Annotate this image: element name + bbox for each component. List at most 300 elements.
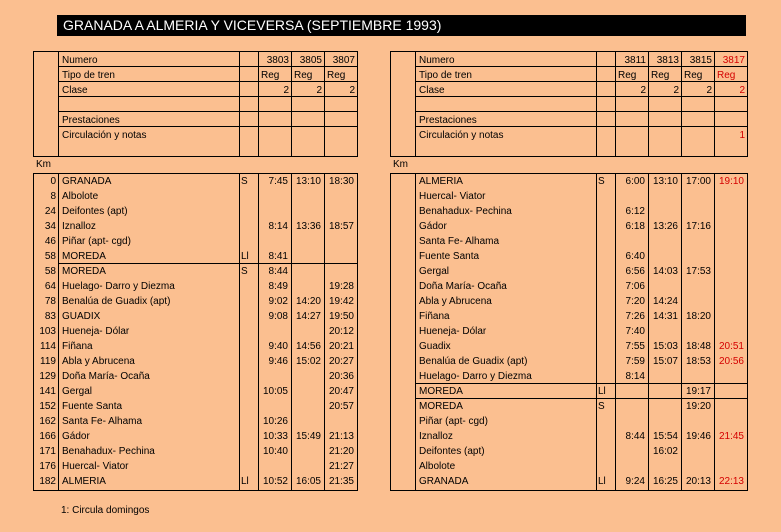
row-time: 16:05 bbox=[295, 476, 321, 487]
row-time bbox=[682, 249, 711, 264]
row-time bbox=[325, 264, 354, 279]
row-time bbox=[292, 444, 321, 459]
row-station: Abla y Abrucena bbox=[62, 356, 135, 367]
row-time: 10:05 bbox=[262, 386, 288, 397]
row-km bbox=[391, 309, 413, 324]
row-flag: S bbox=[598, 401, 605, 412]
row-km bbox=[391, 354, 413, 369]
row-time bbox=[616, 414, 645, 429]
grid-line bbox=[58, 173, 59, 490]
row-flag bbox=[241, 414, 255, 429]
row-time: 19:28 bbox=[328, 281, 354, 292]
header-label: Tipo de tren bbox=[419, 70, 472, 81]
row-station: GRANADA bbox=[62, 176, 112, 187]
row-station: ALMERIA bbox=[419, 176, 463, 187]
row-time: 20:12 bbox=[328, 326, 354, 337]
train-prest bbox=[715, 113, 745, 128]
row-time bbox=[649, 279, 678, 294]
train-prest bbox=[292, 113, 322, 128]
row-time: 17:16 bbox=[685, 221, 711, 232]
train-notes: 1 bbox=[739, 130, 745, 141]
row-station: Abla y Abrucena bbox=[419, 296, 492, 307]
row-km: 162 bbox=[39, 416, 56, 427]
row-km bbox=[391, 219, 413, 234]
header-label: Clase bbox=[62, 85, 88, 96]
train-number: 3817 bbox=[722, 55, 745, 66]
row-time bbox=[715, 189, 744, 204]
row-time: 17:00 bbox=[685, 176, 711, 187]
row-time bbox=[292, 204, 321, 219]
row-flag bbox=[598, 354, 612, 369]
row-km bbox=[391, 444, 413, 459]
row-station: Huelago- Darro y Diezma bbox=[419, 371, 532, 382]
row-time bbox=[649, 399, 678, 414]
row-flag bbox=[241, 339, 255, 354]
train-prest bbox=[682, 113, 712, 128]
row-time: 14:27 bbox=[295, 311, 321, 322]
row-time: 18:53 bbox=[685, 356, 711, 367]
train-number: 3807 bbox=[332, 55, 355, 66]
row-time: 10:52 bbox=[262, 476, 288, 487]
grid-line bbox=[390, 156, 748, 157]
row-flag bbox=[598, 249, 612, 264]
row-time: 21:20 bbox=[328, 446, 354, 457]
train-type: Reg bbox=[717, 70, 736, 81]
row-time: 15:54 bbox=[652, 431, 678, 442]
train-number: 3803 bbox=[266, 55, 289, 66]
row-station: Piñar (apt- cgd) bbox=[62, 236, 131, 247]
row-time bbox=[292, 369, 321, 384]
row-flag: S bbox=[241, 176, 248, 187]
row-time: 13:10 bbox=[652, 176, 678, 187]
grid-line bbox=[33, 156, 358, 157]
row-station: MOREDA bbox=[419, 386, 463, 397]
train-number: 3813 bbox=[656, 55, 679, 66]
row-time: 14:56 bbox=[295, 341, 321, 352]
row-time: 7:40 bbox=[625, 326, 645, 337]
row-time bbox=[325, 189, 354, 204]
row-flag bbox=[598, 309, 612, 324]
grid-line bbox=[747, 173, 748, 490]
row-station: Santa Fe- Alhama bbox=[62, 416, 143, 427]
row-km: 171 bbox=[39, 446, 56, 457]
row-km: 141 bbox=[39, 386, 56, 397]
train-type: Reg bbox=[327, 70, 346, 81]
row-flag bbox=[241, 459, 255, 474]
row-flag bbox=[241, 384, 255, 399]
row-time bbox=[325, 414, 354, 429]
row-time: 14:24 bbox=[652, 296, 678, 307]
header-label: Clase bbox=[419, 85, 445, 96]
row-time bbox=[259, 399, 288, 414]
train-notes bbox=[616, 128, 646, 143]
train-type: Reg bbox=[294, 70, 313, 81]
row-flag bbox=[598, 234, 612, 249]
grid-line bbox=[33, 51, 34, 156]
header-label: Tipo de tren bbox=[62, 70, 115, 81]
row-station: Gádor bbox=[419, 221, 447, 232]
row-km: 0 bbox=[50, 176, 56, 187]
row-station: GRANADA bbox=[419, 476, 469, 487]
row-flag bbox=[598, 429, 612, 444]
train-class: 2 bbox=[640, 85, 646, 96]
row-time: 10:40 bbox=[262, 446, 288, 457]
grid-line bbox=[357, 173, 358, 490]
row-time bbox=[616, 234, 645, 249]
km-header: Km bbox=[393, 159, 408, 170]
row-station: Fuente Santa bbox=[62, 401, 123, 412]
row-time: 18:48 bbox=[685, 341, 711, 352]
train-type: Reg bbox=[618, 70, 637, 81]
row-time bbox=[715, 204, 744, 219]
row-time: 6:12 bbox=[625, 206, 645, 217]
row-time: 8:14 bbox=[268, 221, 288, 232]
train-type: Reg bbox=[684, 70, 703, 81]
row-time: 15:49 bbox=[295, 431, 321, 442]
row-km: 103 bbox=[39, 326, 56, 337]
train-notes bbox=[682, 128, 712, 143]
row-time bbox=[682, 369, 711, 384]
row-time: 20:57 bbox=[328, 401, 354, 412]
row-station: Hueneja- Dólar bbox=[419, 326, 487, 337]
km-header: Km bbox=[36, 159, 51, 170]
row-time: 7:06 bbox=[625, 281, 645, 292]
row-km: 114 bbox=[40, 341, 56, 352]
row-flag bbox=[598, 414, 612, 429]
header-label: Numero bbox=[419, 55, 455, 66]
grid-line bbox=[390, 490, 748, 491]
row-station: Fiñana bbox=[419, 311, 450, 322]
row-flag bbox=[598, 189, 612, 204]
row-time: 19:42 bbox=[328, 296, 354, 307]
row-time: 21:45 bbox=[718, 431, 744, 442]
row-time: 10:33 bbox=[262, 431, 288, 442]
train-notes bbox=[325, 128, 355, 143]
row-flag bbox=[241, 444, 255, 459]
row-time bbox=[715, 414, 744, 429]
row-time: 7:59 bbox=[625, 356, 645, 367]
row-time bbox=[292, 249, 321, 264]
row-flag: S bbox=[241, 266, 248, 277]
row-flag bbox=[241, 204, 255, 219]
row-time bbox=[682, 279, 711, 294]
row-time: 19:50 bbox=[328, 311, 354, 322]
row-time: 18:20 bbox=[685, 311, 711, 322]
row-time: 20:51 bbox=[718, 341, 744, 352]
row-time: 8:41 bbox=[268, 251, 288, 262]
row-km bbox=[391, 264, 413, 279]
row-time: 21:27 bbox=[328, 461, 354, 472]
row-station: Benalúa de Guadix (apt) bbox=[419, 356, 528, 367]
row-station: MOREDA bbox=[62, 266, 106, 277]
train-notes bbox=[259, 128, 289, 143]
row-time bbox=[259, 189, 288, 204]
row-time bbox=[259, 459, 288, 474]
row-station: Gergal bbox=[419, 266, 450, 277]
row-time: 9:02 bbox=[268, 296, 288, 307]
header-label: Circulación y notas bbox=[62, 130, 147, 141]
row-time: 21:35 bbox=[328, 476, 354, 487]
row-time bbox=[682, 324, 711, 339]
row-time bbox=[715, 369, 744, 384]
row-time: 8:44 bbox=[625, 431, 645, 442]
train-number: 3805 bbox=[299, 55, 322, 66]
row-time: 20:36 bbox=[328, 371, 354, 382]
row-time: 15:03 bbox=[652, 341, 678, 352]
row-flag: Ll bbox=[241, 476, 249, 487]
row-time: 6:18 bbox=[625, 221, 645, 232]
row-flag: Ll bbox=[598, 386, 606, 397]
row-station: Deifontes (apt) bbox=[419, 446, 485, 457]
grid-line bbox=[390, 51, 748, 52]
row-km: 46 bbox=[44, 236, 56, 247]
row-time: 8:49 bbox=[268, 281, 288, 292]
row-km: 58 bbox=[44, 251, 56, 262]
train-prest bbox=[259, 113, 289, 128]
row-station: Huelago- Darro y Diezma bbox=[62, 281, 175, 292]
row-time: 10:26 bbox=[262, 416, 288, 427]
grid-line bbox=[239, 173, 240, 490]
train-class: 2 bbox=[673, 85, 679, 96]
row-km bbox=[391, 459, 413, 474]
row-station: MOREDA bbox=[62, 251, 106, 262]
row-station: Albolote bbox=[62, 191, 99, 202]
row-km bbox=[391, 234, 413, 249]
row-time bbox=[292, 384, 321, 399]
row-station: Santa Fe- Alhama bbox=[419, 236, 500, 247]
row-time: 19:10 bbox=[718, 176, 744, 187]
row-km bbox=[391, 339, 413, 354]
row-time: 16:02 bbox=[652, 446, 678, 457]
row-time: 18:57 bbox=[328, 221, 354, 232]
row-km bbox=[391, 204, 413, 219]
page-title: GRANADA A ALMERIA Y VICEVERSA (SEPTIEMBRE 1993) bbox=[57, 15, 746, 36]
row-time bbox=[259, 234, 288, 249]
row-km bbox=[391, 189, 413, 204]
row-time bbox=[616, 189, 645, 204]
train-number: 3811 bbox=[624, 55, 646, 66]
row-station: Benahadux- Pechina bbox=[419, 206, 512, 217]
row-km: 119 bbox=[40, 356, 56, 367]
row-time: 14:03 bbox=[652, 266, 678, 277]
row-km: 8 bbox=[50, 191, 56, 202]
row-flag bbox=[241, 189, 255, 204]
row-time: 6:56 bbox=[625, 266, 645, 277]
row-time: 9:08 bbox=[268, 311, 288, 322]
row-time: 9:24 bbox=[625, 476, 645, 487]
row-station: Iznalloz bbox=[62, 221, 96, 232]
row-km bbox=[391, 384, 413, 399]
row-time bbox=[649, 324, 678, 339]
row-time bbox=[649, 249, 678, 264]
train-type: Reg bbox=[261, 70, 280, 81]
grid-line bbox=[33, 490, 358, 491]
row-station: Piñar (apt- cgd) bbox=[419, 416, 488, 427]
row-station: Fuente Santa bbox=[419, 251, 480, 262]
train-class: 2 bbox=[283, 85, 289, 96]
row-time: 20:27 bbox=[328, 356, 354, 367]
grid-line bbox=[390, 51, 391, 156]
row-time bbox=[292, 279, 321, 294]
row-time bbox=[715, 264, 744, 279]
row-km bbox=[391, 399, 413, 414]
row-flag bbox=[241, 279, 255, 294]
row-time bbox=[682, 204, 711, 219]
row-time bbox=[682, 459, 711, 474]
header-label: Prestaciones bbox=[62, 115, 120, 126]
row-time bbox=[649, 384, 678, 399]
row-time: 14:20 bbox=[295, 296, 321, 307]
train-prest bbox=[616, 113, 646, 128]
row-time: 20:56 bbox=[718, 356, 744, 367]
row-km: 78 bbox=[44, 296, 56, 307]
row-km: 166 bbox=[39, 431, 56, 442]
row-time: 7:20 bbox=[625, 296, 645, 307]
row-flag bbox=[241, 309, 255, 324]
train-prest bbox=[325, 113, 355, 128]
row-km bbox=[391, 174, 413, 189]
row-time bbox=[715, 234, 744, 249]
row-time: 17:53 bbox=[685, 266, 711, 277]
row-km: 64 bbox=[44, 281, 56, 292]
row-time bbox=[616, 459, 645, 474]
row-time bbox=[325, 204, 354, 219]
row-station: GUADIX bbox=[62, 311, 101, 322]
row-station: Doña María- Ocaña bbox=[419, 281, 507, 292]
train-class: 2 bbox=[739, 85, 745, 96]
header-label: Circulación y notas bbox=[419, 130, 504, 141]
row-station: Fiñana bbox=[62, 341, 93, 352]
row-flag: Ll bbox=[241, 251, 249, 262]
train-notes bbox=[292, 128, 322, 143]
row-time: 7:45 bbox=[268, 176, 288, 187]
row-time bbox=[682, 189, 711, 204]
row-time: 6:40 bbox=[625, 251, 645, 262]
header-label: Numero bbox=[62, 55, 98, 66]
header-label bbox=[419, 98, 593, 113]
row-time bbox=[682, 414, 711, 429]
row-station: ALMERIA bbox=[62, 476, 106, 487]
row-time: 18:30 bbox=[328, 176, 354, 187]
row-time bbox=[715, 249, 744, 264]
row-time bbox=[682, 234, 711, 249]
row-time: 13:10 bbox=[295, 176, 321, 187]
row-time: 19:46 bbox=[685, 431, 711, 442]
row-time bbox=[715, 219, 744, 234]
row-time bbox=[682, 294, 711, 309]
row-time: 8:14 bbox=[625, 371, 645, 382]
row-km bbox=[391, 414, 413, 429]
row-station: MOREDA bbox=[419, 401, 463, 412]
row-station: Deifontes (apt) bbox=[62, 206, 128, 217]
row-flag: Ll bbox=[598, 476, 606, 487]
row-time bbox=[649, 189, 678, 204]
row-time bbox=[649, 234, 678, 249]
row-flag bbox=[241, 369, 255, 384]
row-time bbox=[715, 444, 744, 459]
row-time bbox=[715, 459, 744, 474]
row-km: 176 bbox=[39, 461, 56, 472]
row-time bbox=[292, 414, 321, 429]
row-time: 9:40 bbox=[268, 341, 288, 352]
row-flag bbox=[241, 234, 255, 249]
header-label bbox=[62, 98, 236, 113]
row-time: 9:46 bbox=[268, 356, 288, 367]
row-flag bbox=[598, 324, 612, 339]
row-time bbox=[649, 414, 678, 429]
row-station: Huercal- Viator bbox=[62, 461, 129, 472]
row-km bbox=[391, 429, 413, 444]
row-km: 34 bbox=[44, 221, 56, 232]
row-time bbox=[292, 399, 321, 414]
row-km bbox=[391, 474, 413, 489]
row-time: 8:44 bbox=[268, 266, 288, 277]
row-time: 20:13 bbox=[685, 476, 711, 487]
row-time bbox=[616, 399, 645, 414]
row-time: 14:31 bbox=[652, 311, 678, 322]
row-flag bbox=[598, 444, 612, 459]
row-flag: S bbox=[598, 176, 605, 187]
row-km bbox=[391, 294, 413, 309]
row-time: 13:36 bbox=[295, 221, 321, 232]
row-time bbox=[649, 204, 678, 219]
row-time bbox=[259, 204, 288, 219]
row-km bbox=[391, 324, 413, 339]
row-time bbox=[715, 279, 744, 294]
row-time: 20:21 bbox=[328, 341, 354, 352]
row-flag bbox=[598, 369, 612, 384]
row-time bbox=[325, 234, 354, 249]
row-km bbox=[391, 249, 413, 264]
train-class: 2 bbox=[316, 85, 322, 96]
row-time bbox=[259, 324, 288, 339]
row-time: 15:07 bbox=[652, 356, 678, 367]
row-km: 24 bbox=[44, 206, 56, 217]
row-flag bbox=[241, 399, 255, 414]
row-time bbox=[292, 324, 321, 339]
row-station: Gádor bbox=[62, 431, 90, 442]
row-time bbox=[325, 249, 354, 264]
row-km bbox=[391, 279, 413, 294]
row-station: Benahadux- Pechina bbox=[62, 446, 155, 457]
row-time bbox=[715, 324, 744, 339]
row-km: 152 bbox=[39, 401, 56, 412]
row-time bbox=[715, 399, 744, 414]
row-time bbox=[715, 294, 744, 309]
row-station: Huercal- Viator bbox=[419, 191, 486, 202]
row-time: 15:02 bbox=[295, 356, 321, 367]
row-flag bbox=[598, 294, 612, 309]
train-class: 2 bbox=[349, 85, 355, 96]
row-time bbox=[682, 444, 711, 459]
train-prest bbox=[649, 113, 679, 128]
row-station: Doña María- Ocaña bbox=[62, 371, 150, 382]
header-label: Prestaciones bbox=[419, 115, 477, 126]
row-km: 129 bbox=[39, 371, 56, 382]
row-flag bbox=[241, 324, 255, 339]
row-time bbox=[649, 459, 678, 474]
row-flag bbox=[598, 264, 612, 279]
row-time bbox=[292, 234, 321, 249]
row-station: Albolote bbox=[419, 461, 456, 472]
row-flag bbox=[598, 279, 612, 294]
row-time: 21:13 bbox=[328, 431, 354, 442]
row-station: Hueneja- Dólar bbox=[62, 326, 130, 337]
row-time: 6:00 bbox=[625, 176, 645, 187]
train-number: 3815 bbox=[689, 55, 712, 66]
row-station: Benalúa de Guadix (apt) bbox=[62, 296, 171, 307]
row-time bbox=[292, 189, 321, 204]
